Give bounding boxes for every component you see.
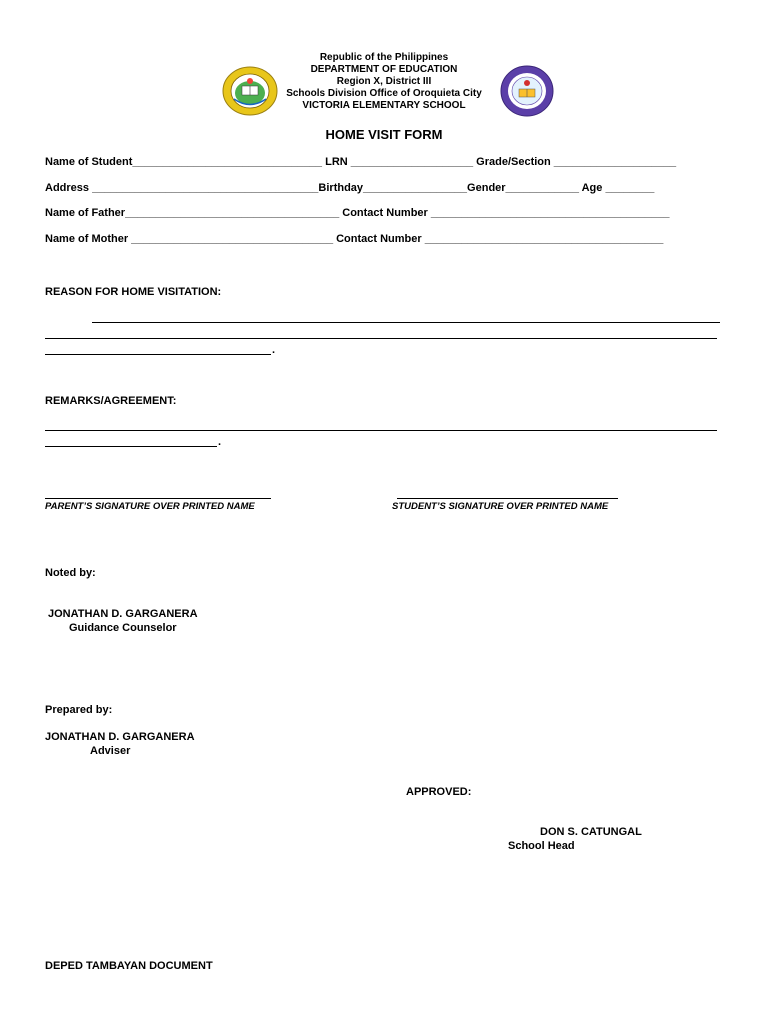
mother-info-row: Name of Mother _________________________________ Contact Number _______________________________________ (45, 233, 664, 245)
reason-line-2[interactable] (45, 338, 717, 339)
student-signature-caption: STUDENT’S SIGNATURE OVER PRINTED NAME (392, 501, 609, 512)
reason-line-3[interactable] (45, 354, 271, 355)
address-info-row: Address _____________________________________Birthday_________________Gender____________ Age ________ (45, 182, 655, 194)
header-republic: Republic of the Philippines (319, 52, 449, 63)
form-title: HOME VISIT FORM (325, 127, 443, 142)
remarks-line-2[interactable] (45, 446, 217, 447)
reason-end-period: . (272, 344, 276, 356)
header-department: DEPARTMENT OF EDUCATION (310, 64, 458, 75)
approved-by-role: School Head (508, 840, 575, 852)
reason-label: REASON FOR HOME VISITATION: (45, 286, 222, 298)
reason-line-1[interactable] (92, 322, 720, 323)
father-info-row: Name of Father___________________________________ Contact Number _______________________________________ (45, 207, 670, 219)
parent-signature-caption: PARENT’S SIGNATURE OVER PRINTED NAME (45, 501, 255, 512)
header-region: Region X, District III (336, 76, 432, 87)
noted-by-label: Noted by: (45, 567, 96, 579)
noted-by-name: JONATHAN D. GARGANERA (48, 608, 198, 620)
remarks-label: REMARKS/AGREEMENT: (45, 395, 177, 407)
approved-by-name: DON S. CATUNGAL (540, 826, 642, 838)
footer-text: DEPED TAMBAYAN DOCUMENT (45, 960, 213, 972)
student-signature-line[interactable] (397, 498, 618, 499)
approved-label: APPROVED: (406, 786, 472, 798)
header-school: VICTORIA ELEMENTARY SCHOOL (302, 100, 466, 111)
remarks-end-period: . (218, 436, 222, 448)
prepared-by-name: JONATHAN D. GARGANERA (45, 731, 195, 743)
parent-signature-line[interactable] (45, 498, 271, 499)
prepared-by-role: Adviser (90, 745, 131, 757)
noted-by-role: Guidance Counselor (69, 622, 177, 634)
remarks-line-1[interactable] (45, 430, 717, 431)
student-info-row: Name of Student_______________________________ LRN ____________________ Grade/Section ____________________ (45, 156, 677, 168)
header-division: Schools Division Office of Oroquieta City (286, 88, 482, 99)
prepared-by-label: Prepared by: (45, 704, 113, 716)
